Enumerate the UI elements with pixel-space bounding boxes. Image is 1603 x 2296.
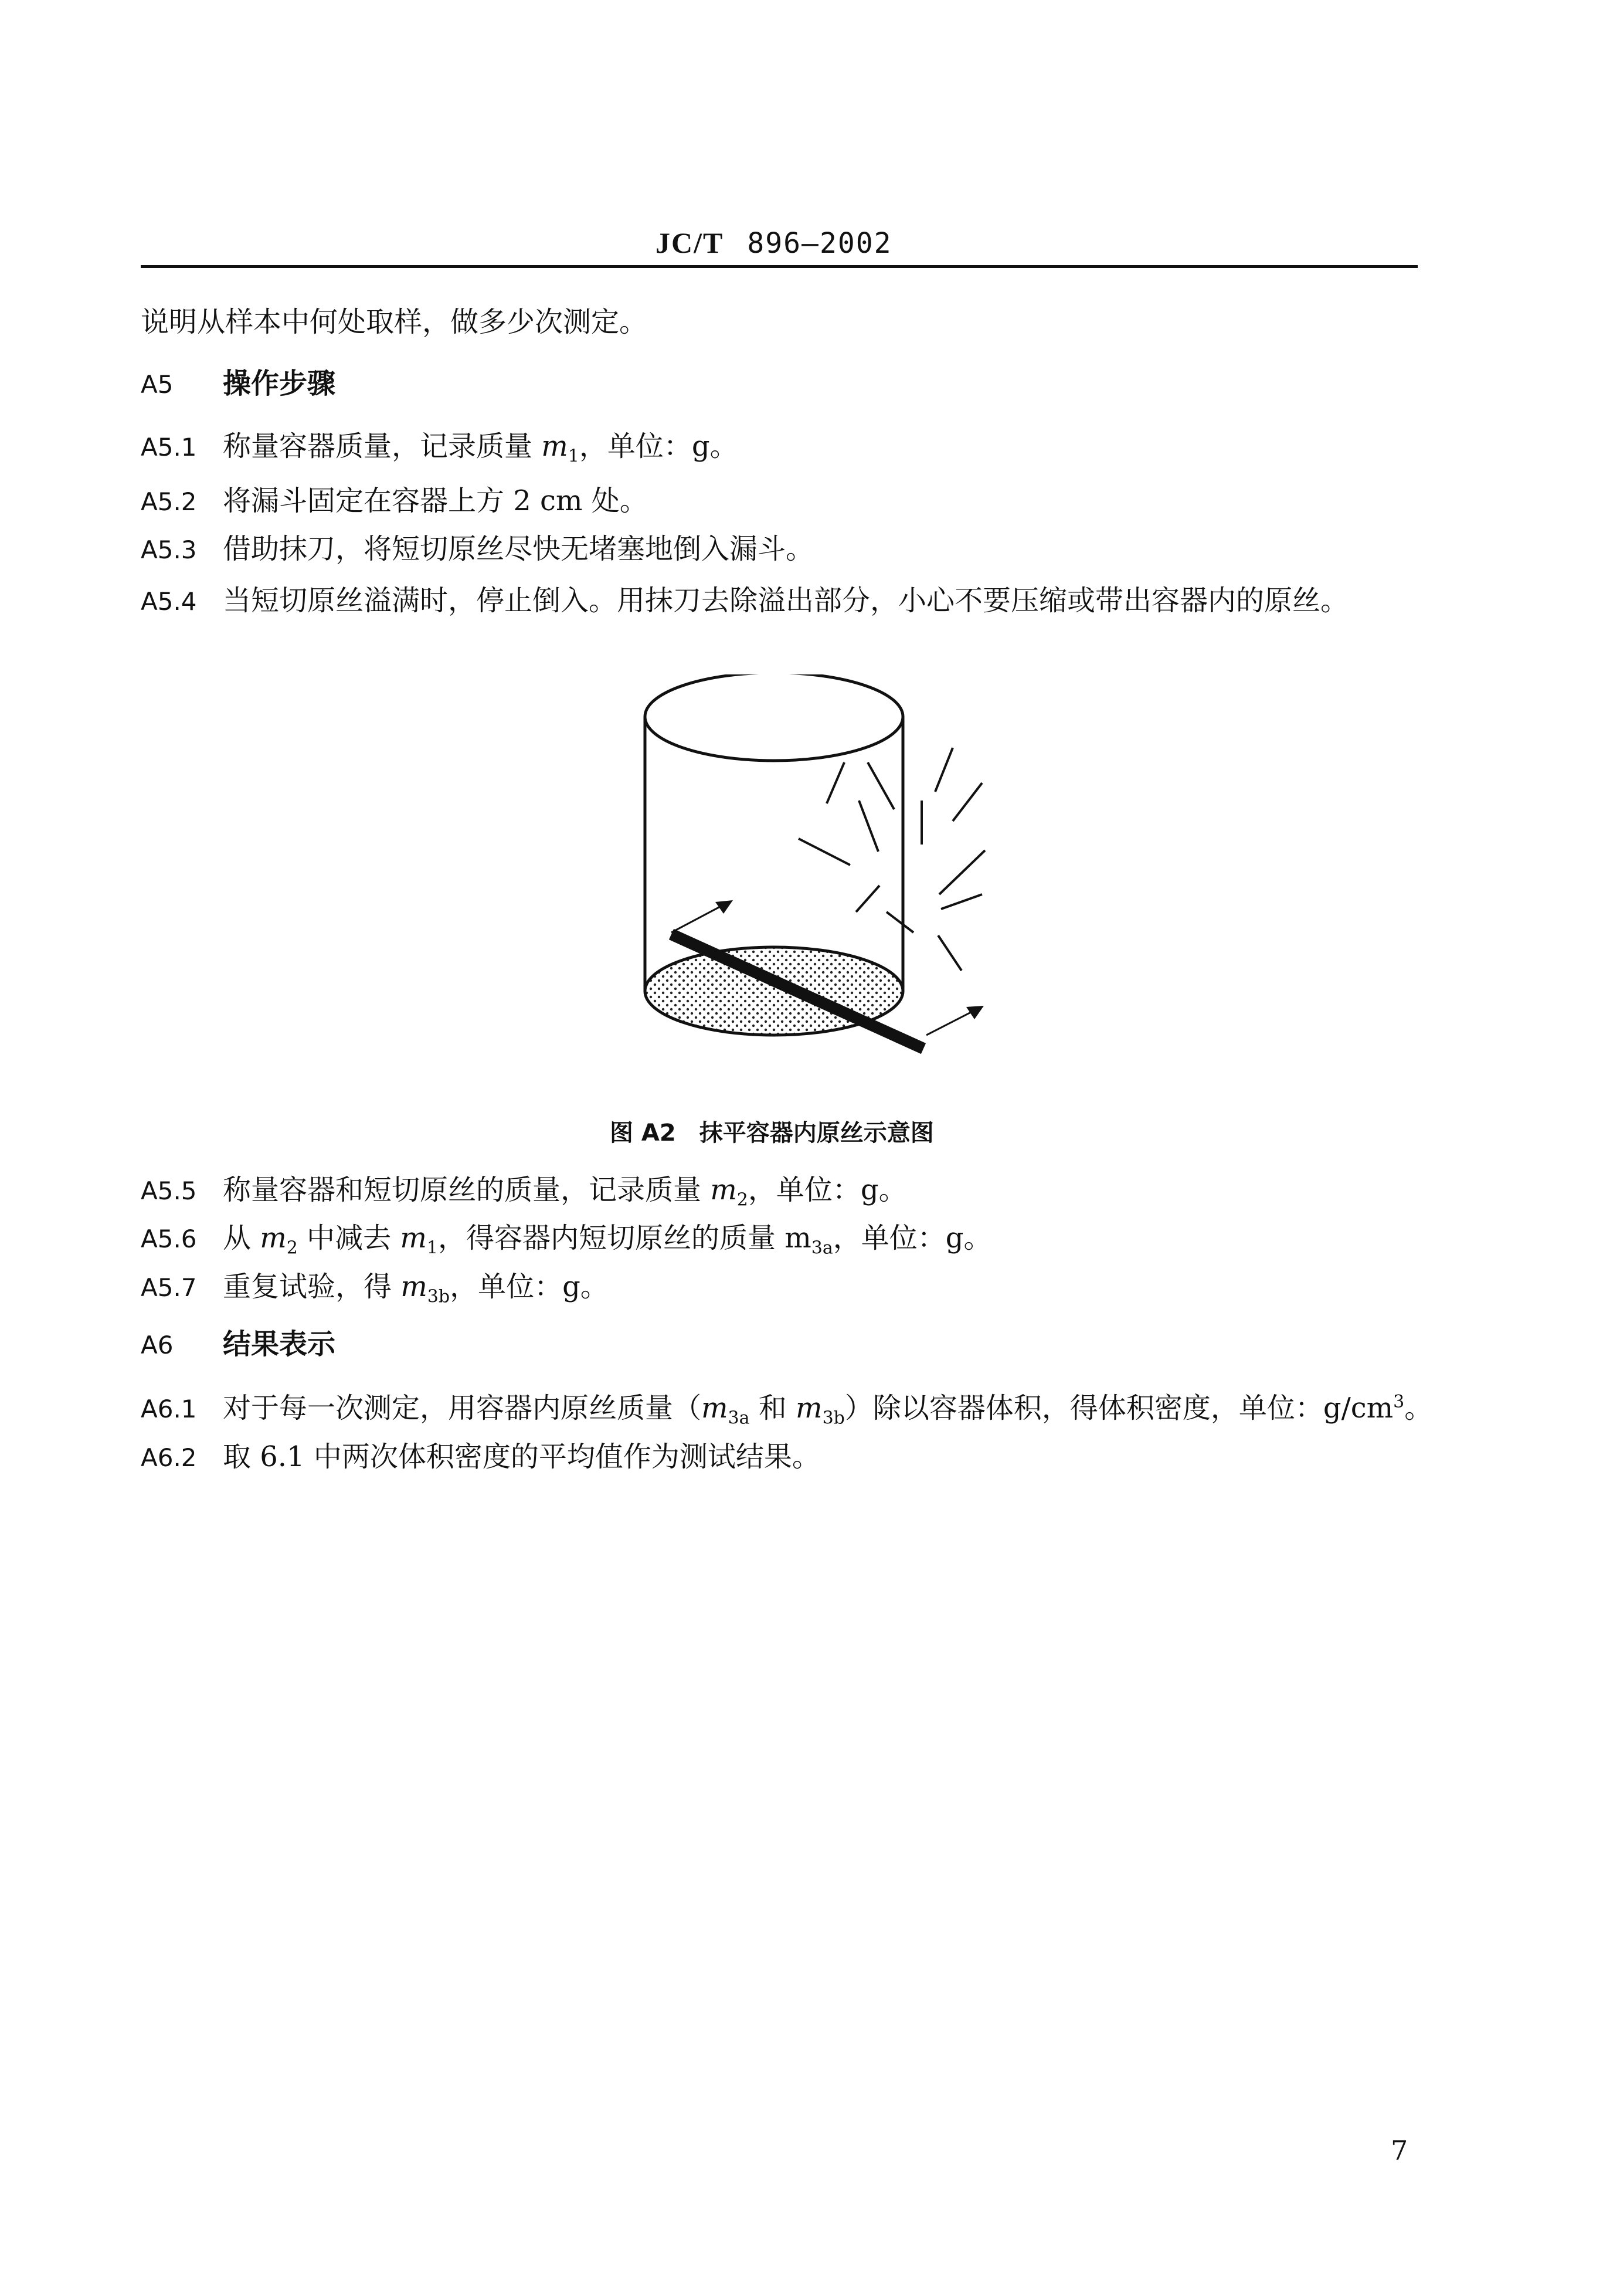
subscript: 3b [427,1286,450,1307]
clause-text: 。 [1404,1392,1433,1425]
clause-text: ）除以容器体积，得体积密度，单位：g/cm [844,1392,1394,1425]
figure-caption: 图 A2 抹平容器内原丝示意图 [610,1120,934,1147]
section-number: A5 [141,370,174,399]
variable-m: m [710,1174,737,1206]
clause-text: 称量容器和短切原丝的质量，记录质量 [223,1174,711,1206]
variable-m: m [260,1222,287,1254]
clause-number: A5.2 [141,487,197,516]
superscript: 3 [1393,1392,1405,1412]
clause-text: ，单位：g。 [748,1174,907,1206]
section-title: 操作步骤 [223,367,336,400]
subscript: 3a [728,1408,750,1429]
clause-text: 对于每一次测定，用容器内原丝质量（ [223,1392,702,1425]
clause-a5-5 [141,1167,907,1210]
variable-m: m [796,1392,823,1425]
clause-text: 和 [749,1392,796,1425]
clause-text: 中减去 [297,1222,400,1254]
clause-a5-1 [141,423,738,467]
subscript: 1 [426,1237,439,1259]
clause-a5-6 [141,1215,992,1259]
variable-m: m [400,1270,427,1303]
clause-text: ，单位：g。 [450,1270,609,1303]
clause-a5-2 [141,478,648,518]
clause-text: 将漏斗固定在容器上方 2 cm 处。 [223,484,648,517]
clause-text: 取 6.1 中两次体积密度的平均值作为测试结果。 [223,1440,820,1473]
clause-number: A5.3 [141,535,197,564]
section-number: A6 [141,1331,174,1359]
subscript: 3b [822,1408,845,1429]
section-title: 结果表示 [223,1328,336,1361]
clause-a6-2 [141,1434,820,1474]
header-rule [141,265,1418,268]
clause-text: 称量容器质量，记录质量 [223,430,542,463]
clause-number: A6.1 [141,1395,197,1423]
clause-a5-4 [141,578,1349,618]
page-number: 7 [1391,2135,1408,2166]
standard-number: 896—2002 [747,227,892,260]
motion-arrow-icon [926,1006,984,1035]
clause-number: A5.4 [141,587,197,616]
intro-paragraph: 说明从样本中何处取样，做多少次测定。 [141,306,648,338]
clause-number: A6.2 [141,1443,197,1472]
clause-text: 借助抹刀，将短切原丝尽快无堵塞地倒入漏斗。 [223,533,814,565]
clause-a5-3 [141,526,814,567]
clause-number: A5.5 [141,1176,197,1205]
clause-a6-1 [141,1385,1432,1429]
subscript: 3a [811,1237,833,1259]
clause-number: A5.1 [141,433,197,462]
variable-m: m [400,1222,427,1254]
variable-m: m [701,1392,728,1425]
clause-text: ，得容器内短切原丝的质量 m [438,1222,811,1254]
clause-text: ，单位：g。 [579,430,738,463]
scattered-fibers [799,748,985,971]
motion-arrow-icon [671,900,733,932]
clause-number: A5.7 [141,1273,197,1302]
clause-text: 重复试验，得 [223,1270,401,1303]
section-heading-a5 [141,361,335,401]
clause-text: 当短切原丝溢满时，停止倒入。用抹刀去除溢出部分，小心不要压缩或带出容器内的原丝。 [223,584,1349,617]
subscript: 2 [736,1189,748,1210]
standard-code: JC/T [656,226,724,259]
subscript: 1 [568,446,579,467]
clause-a5-7 [141,1264,609,1307]
variable-m: m [541,430,568,463]
standard-header [656,226,892,260]
clause-text: 从 [223,1222,260,1254]
section-heading-a6 [141,1321,335,1362]
container-rim [645,674,903,761]
clause-text: ，单位：g。 [833,1222,992,1254]
subscript: 2 [286,1237,298,1259]
figure-container-diagram [616,674,1026,1085]
clause-number: A5.6 [141,1225,197,1253]
